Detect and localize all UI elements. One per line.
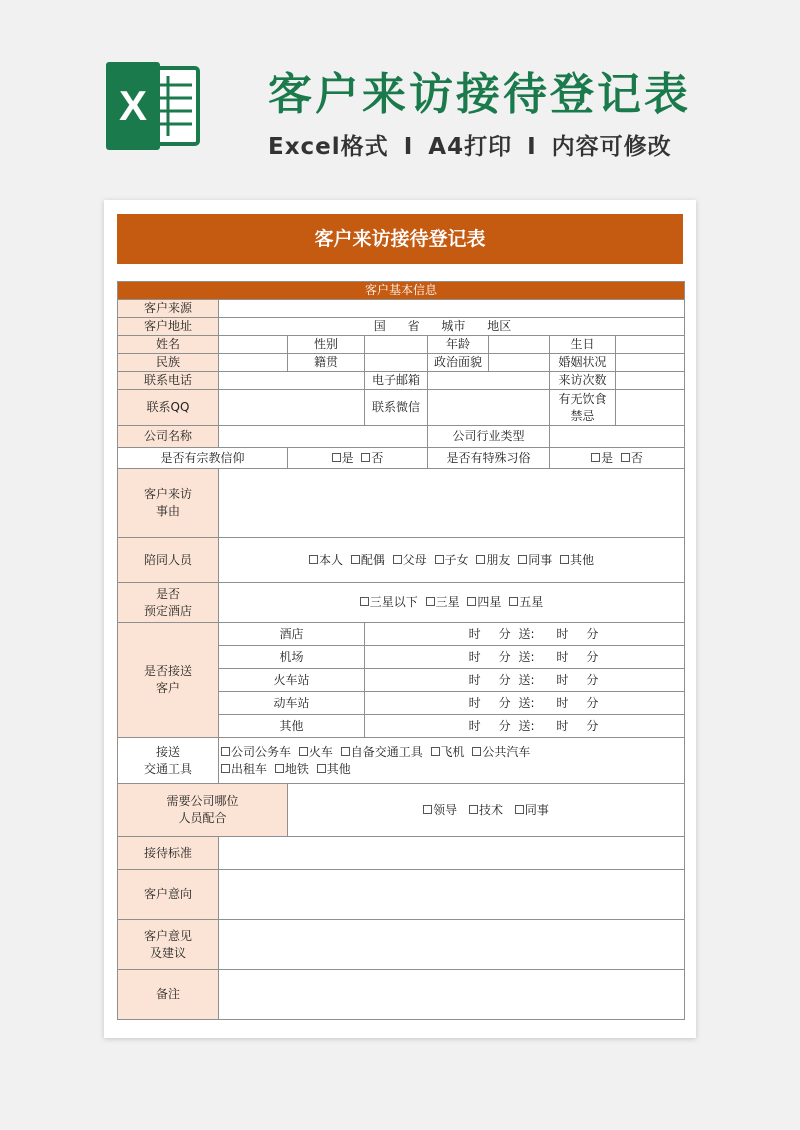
subtitle-separator: I <box>403 134 414 160</box>
label-diet-line2: 禁忌 <box>570 408 595 423</box>
label-standard: 接待标准 <box>118 837 219 870</box>
registration-table <box>117 281 685 1020</box>
label-visit-count: 来访次数 <box>550 372 616 390</box>
field-hotel[interactable] <box>219 583 685 623</box>
time-minute-label: 分 <box>498 626 511 641</box>
time-hour-label: 时 <box>556 718 569 733</box>
subtitle-format: Excel格式 <box>268 134 389 160</box>
time-hour-label: 时 <box>556 626 569 641</box>
label-transfer <box>118 623 219 738</box>
label-hotel <box>118 583 219 623</box>
pickup-time[interactable] <box>365 669 685 692</box>
label-transfer-line1: 是否接送 <box>143 664 192 678</box>
field-remarks[interactable] <box>219 970 685 1020</box>
checkbox-icon[interactable] <box>518 555 527 564</box>
checkbox-icon[interactable] <box>431 747 440 756</box>
field-feedback[interactable] <box>219 920 685 970</box>
time-minute-label: 分 <box>586 672 599 687</box>
label-diet-line1: 有无饮食 <box>558 391 607 406</box>
staff-option: 同事 <box>524 802 549 817</box>
label-diet <box>550 390 616 426</box>
label-wechat: 联系微信 <box>365 390 428 426</box>
time-minute-label: 分 <box>498 672 511 687</box>
checkbox-icon[interactable] <box>317 764 326 773</box>
field-phone[interactable] <box>219 372 365 390</box>
field-name[interactable] <box>219 336 288 354</box>
field-wechat[interactable] <box>428 390 550 426</box>
field-birthday[interactable] <box>616 336 685 354</box>
label-feedback <box>118 920 219 970</box>
staff-option: 领导 <box>433 802 458 817</box>
time-send-label: 送: <box>518 718 535 733</box>
transport-option: 飞机 <box>440 744 465 759</box>
companion-option: 父母 <box>402 552 427 567</box>
field-intention[interactable] <box>219 870 685 920</box>
label-transfer-line2: 客户 <box>155 681 180 695</box>
checkbox-icon[interactable] <box>472 747 481 756</box>
label-gender: 性别 <box>288 336 365 354</box>
time-minute-label: 分 <box>586 718 599 733</box>
time-hour-label: 时 <box>468 649 481 664</box>
checkbox-icon[interactable] <box>309 555 318 564</box>
time-hour-label: 时 <box>556 672 569 687</box>
label-visit-reason-line1: 客户来访 <box>143 487 192 501</box>
checkbox-icon[interactable] <box>341 747 350 756</box>
time-hour-label: 时 <box>468 672 481 687</box>
label-hotel-line1: 是否 <box>155 586 180 601</box>
label-transport-line1: 接送 <box>155 744 180 759</box>
pickup-time[interactable] <box>365 715 685 738</box>
label-hotel-line2: 预定酒店 <box>143 603 192 618</box>
field-industry[interactable] <box>550 426 685 448</box>
option-yes: 是 <box>341 450 354 465</box>
label-industry: 公司行业类型 <box>428 426 550 448</box>
address-city: 城市 <box>441 319 466 333</box>
field-address[interactable] <box>219 318 685 336</box>
companion-option: 本人 <box>318 552 343 567</box>
label-companions: 陪同人员 <box>118 538 219 583</box>
label-qq: 联系QQ <box>118 390 219 426</box>
label-visit-reason-line2: 事由 <box>155 504 180 518</box>
field-visit-reason[interactable] <box>219 469 685 538</box>
label-ethnicity: 民族 <box>118 354 219 372</box>
transport-option: 公共汽车 <box>482 744 531 759</box>
pickup-time[interactable] <box>365 646 685 669</box>
field-marital-status[interactable] <box>616 354 685 372</box>
companion-option: 同事 <box>528 552 553 567</box>
label-native-place: 籍贯 <box>288 354 365 372</box>
label-phone: 联系电话 <box>118 372 219 390</box>
checkbox-icon[interactable] <box>360 597 369 606</box>
field-gender[interactable] <box>365 336 428 354</box>
checkbox-icon[interactable] <box>469 805 478 814</box>
companion-option: 配偶 <box>360 552 385 567</box>
checkbox-icon[interactable] <box>560 555 569 564</box>
time-hour-label: 时 <box>468 626 481 641</box>
field-political-status[interactable] <box>489 354 550 372</box>
label-staff <box>118 784 288 837</box>
label-transport <box>118 738 219 784</box>
excel-icon-letter: X <box>118 82 148 129</box>
pickup-place: 火车站 <box>219 669 365 692</box>
label-customs: 是否有特殊习俗 <box>428 448 550 469</box>
checkbox-icon[interactable] <box>591 453 600 462</box>
page-subtitle <box>268 128 672 161</box>
transport-option: 地铁 <box>284 761 309 776</box>
staff-option: 技术 <box>479 802 504 817</box>
address-province: 省 <box>407 319 420 333</box>
time-minute-label: 分 <box>586 695 599 710</box>
label-birthday: 生日 <box>550 336 616 354</box>
checkbox-icon[interactable] <box>515 805 524 814</box>
hotel-option: 三星以下 <box>369 595 418 609</box>
label-source: 客户来源 <box>118 300 219 318</box>
checkbox-icon[interactable] <box>332 453 341 462</box>
label-religion: 是否有宗教信仰 <box>118 448 288 469</box>
checkbox-icon[interactable] <box>509 597 518 606</box>
form-title: 客户来访接待登记表 <box>117 214 683 264</box>
label-feedback-line2: 及建议 <box>149 945 186 960</box>
pickup-place: 其他 <box>219 715 365 738</box>
label-name: 姓名 <box>118 336 219 354</box>
label-staff-line1: 需要公司哪位 <box>166 794 239 808</box>
hotel-option: 四星 <box>477 595 502 609</box>
pickup-place: 动车站 <box>219 692 365 715</box>
label-transport-line2: 交通工具 <box>143 761 192 776</box>
transport-option: 公司公务车 <box>231 744 292 759</box>
checkbox-icon[interactable] <box>476 555 485 564</box>
field-ethnicity[interactable] <box>219 354 288 372</box>
hotel-option: 三星 <box>435 595 460 609</box>
label-staff-line2: 人员配合 <box>178 811 227 825</box>
label-company-name: 公司名称 <box>118 426 219 448</box>
pickup-place: 酒店 <box>219 623 365 646</box>
option-yes: 是 <box>601 450 614 465</box>
time-minute-label: 分 <box>586 649 599 664</box>
label-marital-status: 婚姻状况 <box>550 354 616 372</box>
label-address: 客户地址 <box>118 318 219 336</box>
section-basic-info: 客户基本信息 <box>118 282 685 300</box>
field-staff[interactable] <box>288 784 685 837</box>
checkbox-icon[interactable] <box>275 764 284 773</box>
label-age: 年龄 <box>428 336 489 354</box>
time-hour-label: 时 <box>556 649 569 664</box>
field-standard[interactable] <box>219 837 685 870</box>
time-minute-label: 分 <box>498 649 511 664</box>
field-customs[interactable] <box>550 448 685 469</box>
companion-option: 其他 <box>570 552 595 567</box>
field-age[interactable] <box>489 336 550 354</box>
form-sheet <box>104 200 696 1038</box>
checkbox-icon[interactable] <box>393 555 402 564</box>
transport-option: 火车 <box>308 744 333 759</box>
checkbox-icon[interactable] <box>423 805 432 814</box>
checkbox-icon[interactable] <box>221 764 230 773</box>
label-email: 电子邮箱 <box>365 372 428 390</box>
field-diet[interactable] <box>616 390 685 426</box>
pickup-place: 机场 <box>219 646 365 669</box>
label-feedback-line1: 客户意见 <box>143 928 192 943</box>
time-hour-label: 时 <box>556 695 569 710</box>
checkbox-icon[interactable] <box>221 747 230 756</box>
time-send-label: 送: <box>518 649 535 664</box>
field-qq[interactable] <box>219 390 365 426</box>
time-minute-label: 分 <box>498 695 511 710</box>
page-header <box>0 0 800 195</box>
time-send-label: 送: <box>518 672 535 687</box>
field-religion[interactable] <box>288 448 428 469</box>
pickup-time[interactable] <box>365 692 685 715</box>
label-intention: 客户意向 <box>118 870 219 920</box>
checkbox-icon[interactable] <box>361 453 370 462</box>
checkbox-icon[interactable] <box>621 453 630 462</box>
label-visit-reason <box>118 469 219 538</box>
field-source[interactable] <box>219 300 685 318</box>
field-visit-count[interactable] <box>616 372 685 390</box>
label-remarks: 备注 <box>118 970 219 1020</box>
checkbox-icon[interactable] <box>351 555 360 564</box>
time-send-label: 送: <box>518 626 535 641</box>
option-no: 否 <box>630 450 643 465</box>
transport-option: 出租车 <box>231 761 268 776</box>
subtitle-print: A4打印 <box>428 134 513 160</box>
time-hour-label: 时 <box>468 695 481 710</box>
transport-option: 其他 <box>326 761 351 776</box>
subtitle-separator: I <box>527 134 537 160</box>
time-minute-label: 分 <box>498 718 511 733</box>
pickup-time[interactable] <box>365 623 685 646</box>
companion-option: 子女 <box>444 552 469 567</box>
field-email[interactable] <box>428 372 550 390</box>
excel-icon <box>104 58 204 154</box>
checkbox-icon[interactable] <box>467 597 476 606</box>
field-company-name[interactable] <box>219 426 428 448</box>
field-companions[interactable] <box>219 538 685 583</box>
address-district: 地区 <box>487 319 512 333</box>
page-title: 客户来访接待登记表 <box>268 69 691 120</box>
time-send-label: 送: <box>518 695 535 710</box>
label-political-status: 政治面貌 <box>428 354 489 372</box>
subtitle-editable: 内容可修改 <box>551 134 672 160</box>
checkbox-icon[interactable] <box>299 747 308 756</box>
time-minute-label: 分 <box>586 626 599 641</box>
field-transport[interactable] <box>219 738 685 784</box>
time-hour-label: 时 <box>468 718 481 733</box>
companion-option: 朋友 <box>486 552 511 567</box>
address-country: 国 <box>373 319 386 333</box>
hotel-option: 五星 <box>519 595 544 609</box>
field-native-place[interactable] <box>365 354 428 372</box>
transport-option: 自备交通工具 <box>350 744 423 759</box>
option-no: 否 <box>371 450 384 465</box>
checkbox-icon[interactable] <box>435 555 444 564</box>
checkbox-icon[interactable] <box>426 597 435 606</box>
